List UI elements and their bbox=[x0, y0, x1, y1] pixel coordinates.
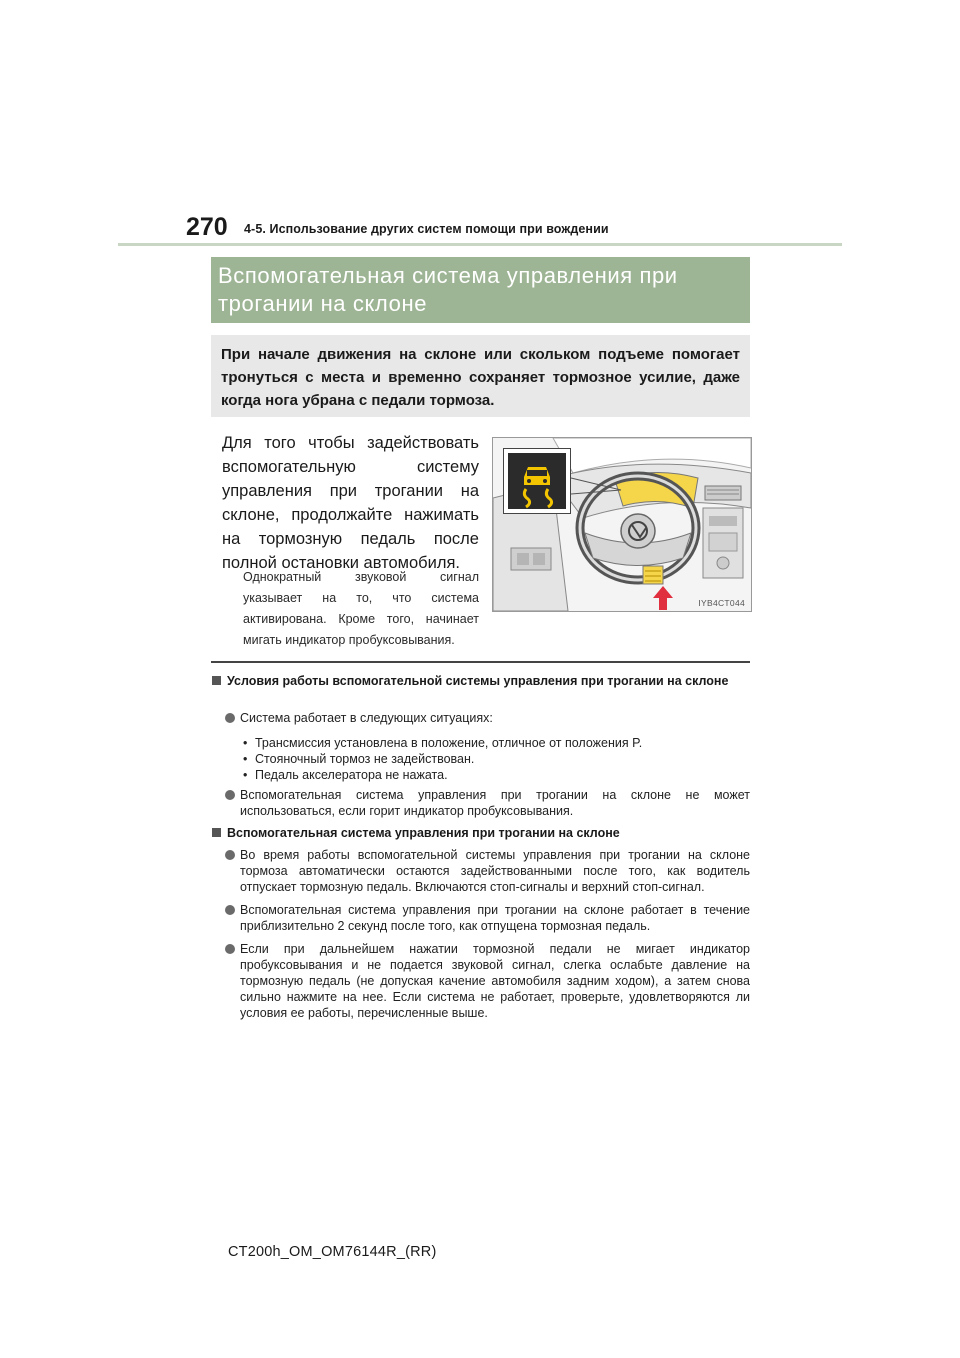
section-square-icon bbox=[212, 676, 221, 685]
list-bullet: • bbox=[243, 752, 248, 766]
section-heading: Условия работы вспомогательной системы управления при трогании на склоне bbox=[227, 674, 729, 688]
list-bullet: • bbox=[243, 768, 248, 782]
instruction-text: Для того чтобы задействовать вспомогательную систему управления при трогании на склоне, продолжайте нажимать на тормозную педаль после полной остановки автомобиля. bbox=[222, 434, 479, 572]
section-square-icon bbox=[212, 828, 221, 837]
dashboard-illustration bbox=[492, 437, 752, 612]
bullet-circle-icon bbox=[225, 905, 235, 915]
paragraph: Вспомогательная система управления при трогании на склоне работает в течение приблизительно 2 секунд после того, как отпущена тормозная педаль. bbox=[240, 903, 750, 933]
indicator-inset bbox=[503, 448, 571, 514]
paragraph: Система работает в следующих ситуациях: bbox=[240, 711, 493, 725]
bullet-circle-icon bbox=[225, 944, 235, 954]
section-title: 4-5. Использование других систем помощи при вождении bbox=[244, 222, 609, 236]
slip-indicator-icon bbox=[508, 453, 566, 509]
list-item: Трансмиссия установлена в положение, отличное от положения P. bbox=[255, 736, 643, 750]
bullet-circle-icon bbox=[225, 790, 235, 800]
list-item: Стояночный тормоз не задействован. bbox=[255, 752, 475, 766]
note-text: Однократный звуковой сигнал указывает на то, что система активирована. Кроме того, начинает мигать индикатор пробуксовывания. bbox=[243, 570, 479, 647]
bullet-circle-icon bbox=[225, 713, 235, 723]
bullet-circle-icon bbox=[225, 850, 235, 860]
paragraph: Во время работы вспомогательной системы управления при трогании на склоне тормоза автоматически остаются задействованными после того, как водитель отпускает тормозную педаль. Включаются стоп-сигналы и верхний стоп-сигнал. bbox=[240, 848, 750, 894]
page-title: Вспомогательная система управления при трогании на склоне bbox=[218, 263, 678, 316]
page-number: 270 bbox=[186, 213, 228, 241]
paragraph: Если при дальнейшем нажатии тормозной педали не мигает индикатор пробуксовывания и не подается звуковой сигнал, слегка ослабьте давление на тормозную педаль (не допуская качение автомобиля задним ходом), а затем снова сильно нажмите на нее. Если система не работает, проверьте, удовлетворяются ли условия ее работы, перечисленные выше. bbox=[240, 942, 750, 1020]
list-bullet: • bbox=[243, 736, 248, 750]
section-divider bbox=[211, 661, 750, 663]
list-item: Педаль акселератора не нажата. bbox=[255, 768, 448, 782]
document-code: CT200h_OM_OM76144R_(RR) bbox=[228, 1244, 437, 1260]
header-divider bbox=[118, 243, 842, 246]
indicator-panel bbox=[508, 453, 566, 509]
paragraph: Вспомогательная система управления при трогании на склоне не может использоваться, если горит индикатор пробуксовывания. bbox=[240, 788, 750, 818]
figure-code: IYB4CT044 bbox=[698, 598, 745, 608]
section-heading: Вспомогательная система управления при трогании на склоне bbox=[227, 826, 620, 840]
intro-text: При начале движения на склоне или скольком подъеме помогает тронуться с места и временно сохраняет тормозное усилие, даже когда нога убрана с педали тормоза. bbox=[221, 346, 740, 409]
